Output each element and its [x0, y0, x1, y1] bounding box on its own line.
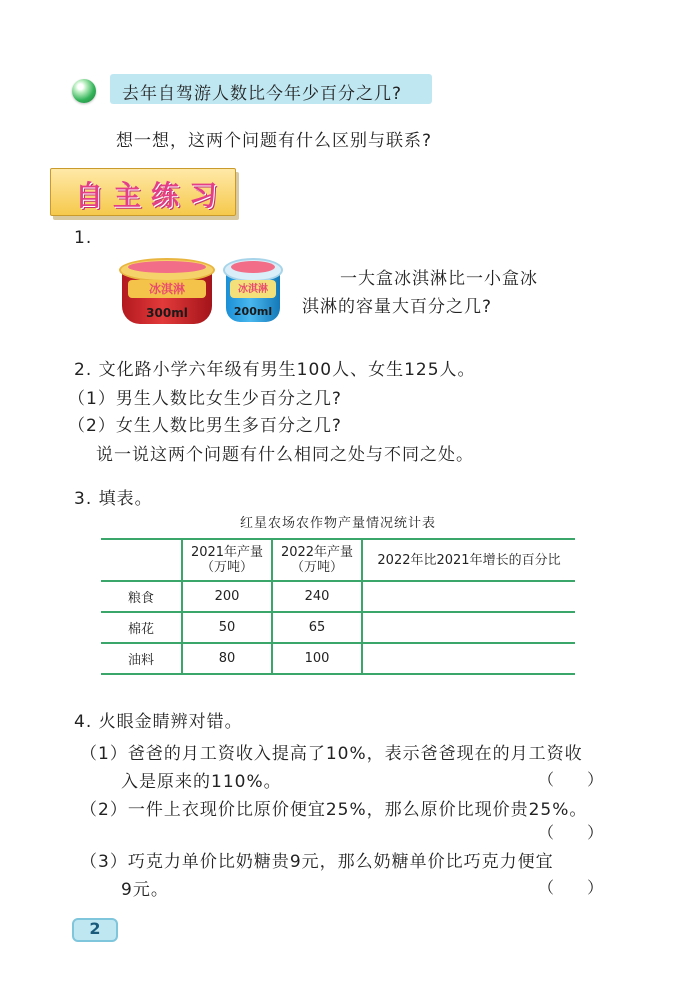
think-prompt: 想一想，这两个问题有什么区别与联系?	[116, 131, 433, 151]
header-2022-line1: 2022年产量	[280, 545, 354, 560]
small-tub-volume: 200ml	[233, 305, 273, 318]
growth-blank[interactable]	[362, 643, 575, 674]
answer-blank[interactable]: （ ）	[538, 878, 618, 897]
question-box	[110, 74, 432, 104]
yield-2022: 65	[272, 612, 362, 643]
yield-2022: 240	[272, 581, 362, 612]
ex4-item3-line2: 9元。	[121, 880, 169, 900]
ex4-item2-line1: （2）一件上衣现价比原价便宜25%，那么原价比现价贵25%。	[80, 800, 588, 820]
table-row	[101, 643, 575, 674]
big-ice-cream-tub	[122, 258, 212, 324]
crop-yield-table	[101, 538, 575, 675]
section-title: 自主练习	[75, 179, 228, 212]
answer-blank[interactable]: （ ）	[538, 770, 618, 789]
ex2-q1: （1）男生人数比女生少百分之几?	[68, 389, 342, 409]
yield-2021: 200	[182, 581, 272, 612]
crop-name: 棉花	[101, 612, 182, 643]
small-ice-cream-tub	[226, 258, 280, 322]
header-growth: 2022年比2021年增长的百分比	[362, 539, 575, 581]
ex4-item1-line2: 入是原来的110%。	[121, 772, 282, 792]
header-2021-line2: （万吨）	[200, 560, 253, 575]
ex2-talk: 说一说这两个问题有什么相同之处与不同之处。	[96, 445, 474, 465]
ex1-text-line2: 淇淋的容量大百分之几?	[302, 297, 493, 317]
big-tub-volume: 300ml	[146, 306, 188, 320]
section-banner	[50, 168, 236, 216]
ex1-number: 1.	[74, 228, 93, 248]
header-blank	[101, 539, 182, 581]
page-number: 2	[89, 919, 101, 938]
yield-2021: 50	[182, 612, 272, 643]
ex3-stem: 3. 填表。	[74, 489, 153, 509]
table-row	[101, 612, 575, 643]
ex1-text-line1: 一大盒冰淇淋比一小盒冰	[340, 269, 538, 289]
page-number-tab	[72, 918, 118, 942]
growth-blank[interactable]	[362, 612, 575, 643]
table-row	[101, 581, 575, 612]
ex4-stem: 4. 火眼金睛辨对错。	[74, 712, 243, 732]
table-header-row	[101, 539, 575, 581]
yield-2021: 80	[182, 643, 272, 674]
big-tub-label: 冰淇淋	[148, 282, 185, 296]
ex2-q2: （2）女生人数比男生多百分之几?	[68, 416, 342, 436]
header-2022-line2: （万吨）	[290, 560, 343, 575]
ex2-stem: 2. 文化路小学六年级有男生100人、女生125人。	[74, 360, 476, 380]
ex4-item1-line1: （1）爸爸的月工资收入提高了10%，表示爸爸现在的月工资收	[80, 744, 583, 764]
header-2022	[272, 539, 362, 581]
small-tub-label: 冰淇淋	[238, 284, 268, 295]
green-ball-icon	[72, 79, 96, 103]
header-2021	[182, 539, 272, 581]
yield-2022: 100	[272, 643, 362, 674]
crop-name: 油料	[101, 643, 182, 674]
crop-name: 粮食	[101, 581, 182, 612]
table-title: 红星农场农作物产量情况统计表	[240, 516, 437, 531]
growth-blank[interactable]	[362, 581, 575, 612]
answer-blank[interactable]: （ ）	[538, 823, 618, 842]
question-text: 去年自驾游人数比今年少百分之几?	[122, 84, 403, 104]
header-2021-line1: 2021年产量	[190, 545, 264, 560]
ex4-item3-line1: （3）巧克力单价比奶糖贵9元，那么奶糖单价比巧克力便宜	[80, 852, 554, 872]
